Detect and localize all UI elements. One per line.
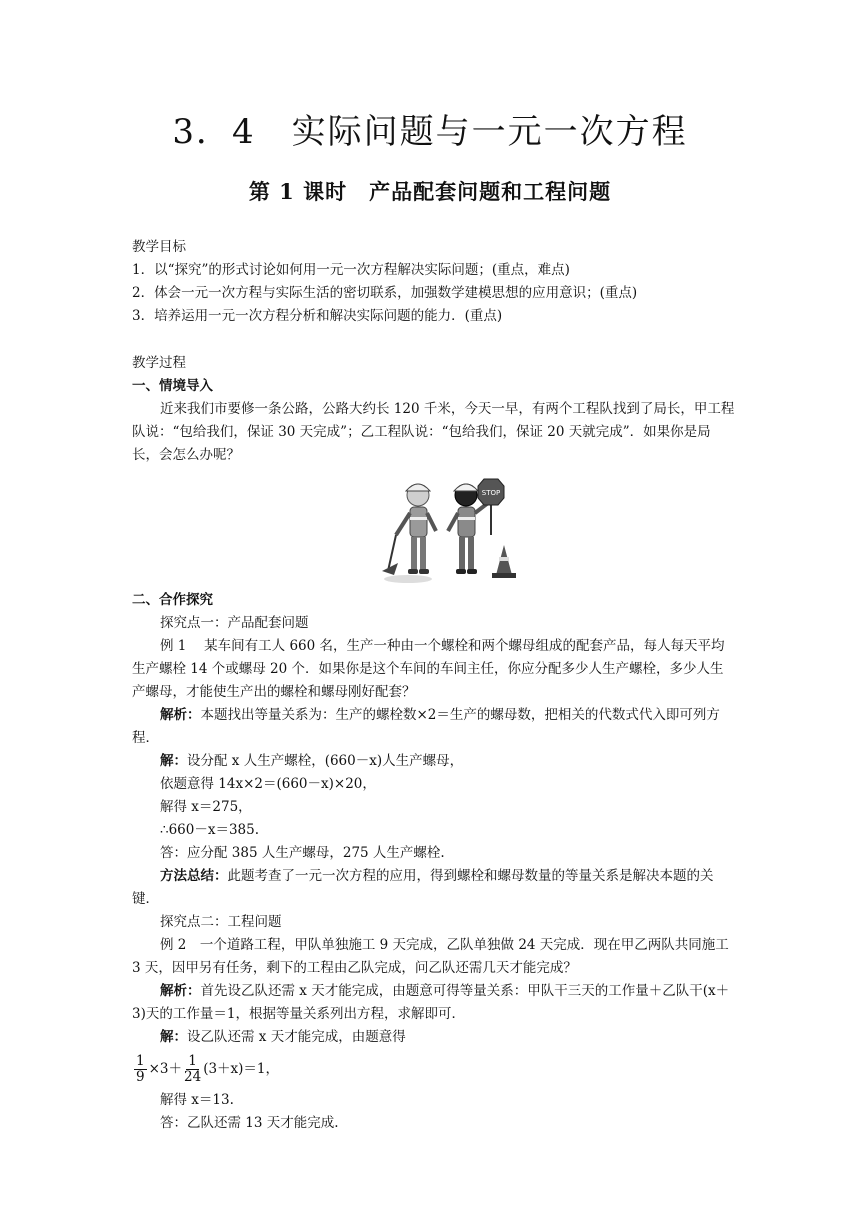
goals-heading: 教学目标: [132, 239, 186, 255]
section-title: 二、合作探究: [132, 592, 213, 608]
explore-point-2: 探究点二：工程问题: [160, 914, 282, 930]
example-1-analysis: 解析：本题找出等量关系为：生产的螺栓数×2＝生产的螺母数，把相关的代数式代入即可列方程．: [132, 707, 720, 746]
lesson-subtitle: 第 1 课时 产品配套问题和工程问题: [248, 179, 612, 204]
method-summary: 方法总结：此题考查了一元一次方程的应用，得到螺栓和螺母数量的等量关系是解决本题的关键．: [132, 868, 714, 907]
section-title: 一、情境导入: [132, 378, 213, 394]
answer-line: 答：乙队还需 13 天才能完成.: [160, 1115, 339, 1131]
solution-line: 解得 x＝13.: [160, 1092, 234, 1108]
example-2-solution: 解：设乙队还需 x 天才能完成，由题意得: [160, 1029, 406, 1045]
solution-line: ∴660－x＝385.: [160, 822, 260, 838]
goal-item: 1．以“探究”的形式讨论如何用一元一次方程解决实际问题；(重点，难点): [132, 262, 570, 278]
example-2: 例 2 一个道路工程，甲队单独施工 9 天完成，乙队单独做 24 天完成．现在甲乙两队共同施工 3 天，因甲另有任务，剩下的工程由乙队完成，问乙队还需几天才能完成？: [132, 937, 729, 976]
construction-workers-image: [378, 475, 518, 585]
workers-illustration: [132, 475, 736, 585]
lesson-body: [132, 236, 736, 1135]
solution-line: 解得 x＝275，: [160, 799, 252, 815]
example-2-analysis: 解析：首先设乙队还需 x 天才能完成，由题意可得等量关系：甲队干三天的工作量＋乙队干(x＋3)天的工作量＝1，根据等量关系列出方程，求解即可．: [132, 983, 730, 1022]
example-1-solution: 解：设分配 x 人生产螺栓，(660－x)人生产螺母，: [160, 753, 464, 769]
fraction: $\frac{1}{24}$: [184, 1052, 202, 1085]
fraction-equation: $\frac{1}{9}$ ×3＋ $\frac{1}{24}$ (3＋x)＝1，: [136, 1052, 280, 1085]
stop-sign-text: STOP: [481, 489, 501, 497]
goal-item: 2．体会一元一次方程与实际生活的密切联系，加强数学建模思想的应用意识；(重点): [132, 285, 638, 301]
explore-point-1: 探究点一：产品配套问题: [160, 615, 309, 631]
example-1: 例 1 某车间有工人 660 名，生产一种由一个螺栓和两个螺母组成的配套产品，每人每天平均生产螺栓 14 个或螺母 20 个．如果你是这个车间的车间主任，你应分配多少人生产螺栓，多少人生产螺母，才能使生产出的螺栓和螺母刚好配套？: [132, 638, 725, 700]
intro-paragraph: 近来我们市要修一条公路，公路大约长 120 千米，今天一早，有两个工程队找到了局长，甲工程队说：“包给我们，保证 30 天完成”；乙工程队说：“包给我们，保证 20 天就完成”．如果你是局长，会怎么办呢？: [132, 401, 735, 463]
fraction: $\frac{1}{9}$: [136, 1052, 145, 1085]
answer-line: 答：应分配 385 人生产螺母，275 人生产螺栓.: [160, 845, 445, 861]
solution-line: 依题意得 14x×2＝(660－x)×20，: [160, 776, 376, 792]
goal-item: 3．培养运用一元一次方程分析和解决实际问题的能力．(重点): [132, 308, 503, 324]
process-heading: 教学过程: [132, 355, 186, 371]
page-title: 3．4 实际问题与一元一次方程: [172, 112, 688, 152]
